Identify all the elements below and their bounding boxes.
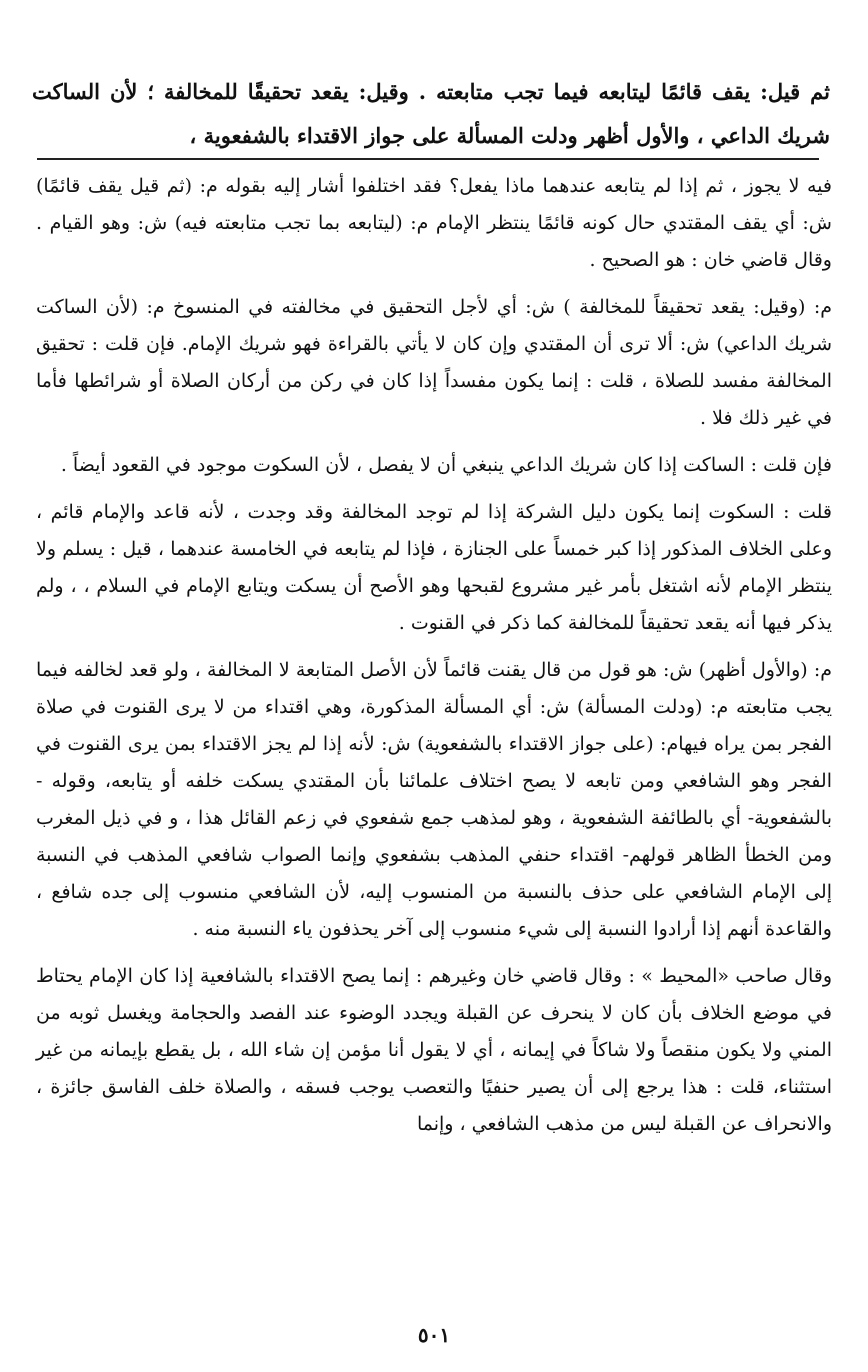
commentary-body	[36, 168, 832, 1153]
commentary-paragraph: وقال صاحب «المحيط » : وقال قاضي خان وغيرهم : إنما يصح الاقتداء بالشافعية إذا كان الإمام يحتاط في موضع الخلاف بأن كان لا ينحرف عن القبلة ويجدد الوضوء عند الفصد والحجامة ويغسل ثوبه من المني ولا يكون منقصاً ولا شاكاً في إيمانه ، أي لا يقول أنا مؤمن إن شاء الله ، بل يقطع بإيمانه من غير استثناء، قلت : هذا يرجع إلى أن يصير حنفيًا والتعصب يوجب فسقه ، والصلاة خلف الفاسق جائزة ، والانحراف عن القبلة ليس من مذهب الشافعي ، وإنما	[36, 965, 832, 1135]
separator-rule	[37, 158, 819, 160]
commentary-paragraph: م: (والأول أظهر) ش: هو قول من قال يقنت قائماً لأن الأصل المتابعة لا المخالفة ، ولو قعد لخالفه فيما يجب متابعته م: (ودلت المسألة) ش: أي المسألة المذكورة، وهي اقتداء من لا يرى القنوت في صلاة الفجر بمن يراه فيهام: (على جواز الاقتداء بالشفعوية) ش: لأنه إذا لم يجز الاقتداء بمن يرى القنوت في الفجر وهو الشافعي ومن تابعه لا يصح اختلاف علمائنا بأن المقتدي يسكت خلفه أو يتابعه، وقوله - بالشفعوية- أي بالطائفة الشفعوية ، وهو لمذهب جمع شفعوي في زعم القائل هذا ، و في ذيل المغرب ومن الخطأ الظاهر قولهم- اقتداء حنفي المذهب بشفعوي وإنما الصواب شافعي المذهب في النسبة إلى الإمام الشافعي على حذف بالنسبة من المنسوب إليه، لأن الشافعي منسوب إلى جده شافع ، والقاعدة أنهم إذا أرادوا النسبة إلى شيء منسوب إلى آخر يحذفون ياء النسبة منه .	[36, 659, 832, 940]
commentary-paragraph: فإن قلت : الساكت إذا كان شريك الداعي ينبغي أن لا يفصل ، لأن السكوت موجود في القعود أيضاً .	[60, 454, 832, 476]
commentary-paragraph: فيه لا يجوز ، ثم إذا لم يتابعه عندهما ماذا يفعل؟ فقد اختلفوا أشار إليه بقوله م: (ثم قيل يقف قائمًا) ش: أي يقف المقتدي حال كونه قائمًا ينتظر الإمام م: (ليتابعه بما تجب متابعته فيه) ش: وهو القيام . وقال قاضي خان : هو الصحيح .	[36, 175, 832, 271]
page-number: ٥٠١	[417, 1323, 451, 1347]
commentary-paragraph: قلت : السكوت إنما يكون دليل الشركة إذا لم توجد المخالفة وقد وجدت ، لأنه قاعد والإمام قائم ، وعلى الخلاف المذكور إذا كبر خمساً على الجنازة ، فإذا لم يتابعه في الخامسة عندهما ، قيل : يسلم ولا ينتظر الإمام لأنه اشتغل بأمر غير مشروع لقبحها وهو الأصح أن يسكت ويتابع الإمام في السلام ، ، ولم يذكر فيها أنه يقعد تحقيقاً للمخالفة كما ذكر في القنوت .	[36, 501, 832, 634]
commentary-paragraph: م: (وقيل: يقعد تحقيقاً للمخالفة ) ش: أي لأجل التحقيق في مخالفته في المنسوخ م: (لأن الساكت شريك الداعي) ش: ألا ترى أن المقتدي وإن كان لا يأتي بالقراءة فهو شريك الإمام. فإن قلت : تحقيق المخالفة مفسد للصلاة ، قلت : إنما يكون مفسداً إذا كان في ركن من أركان الصلاة أو شرائطها فأما في غير ذلك فلا .	[36, 296, 832, 429]
matn-text: ثم قيل: يقف قائمًا ليتابعه فيما تجب متابعته . وقيل: يقعد تحقيقًا للمخالفة ؛ لأن الساكت شريك الداعي ، والأول أظهر ودلت المسألة على جواز الاقتداء بالشفعوية ،	[32, 79, 830, 148]
